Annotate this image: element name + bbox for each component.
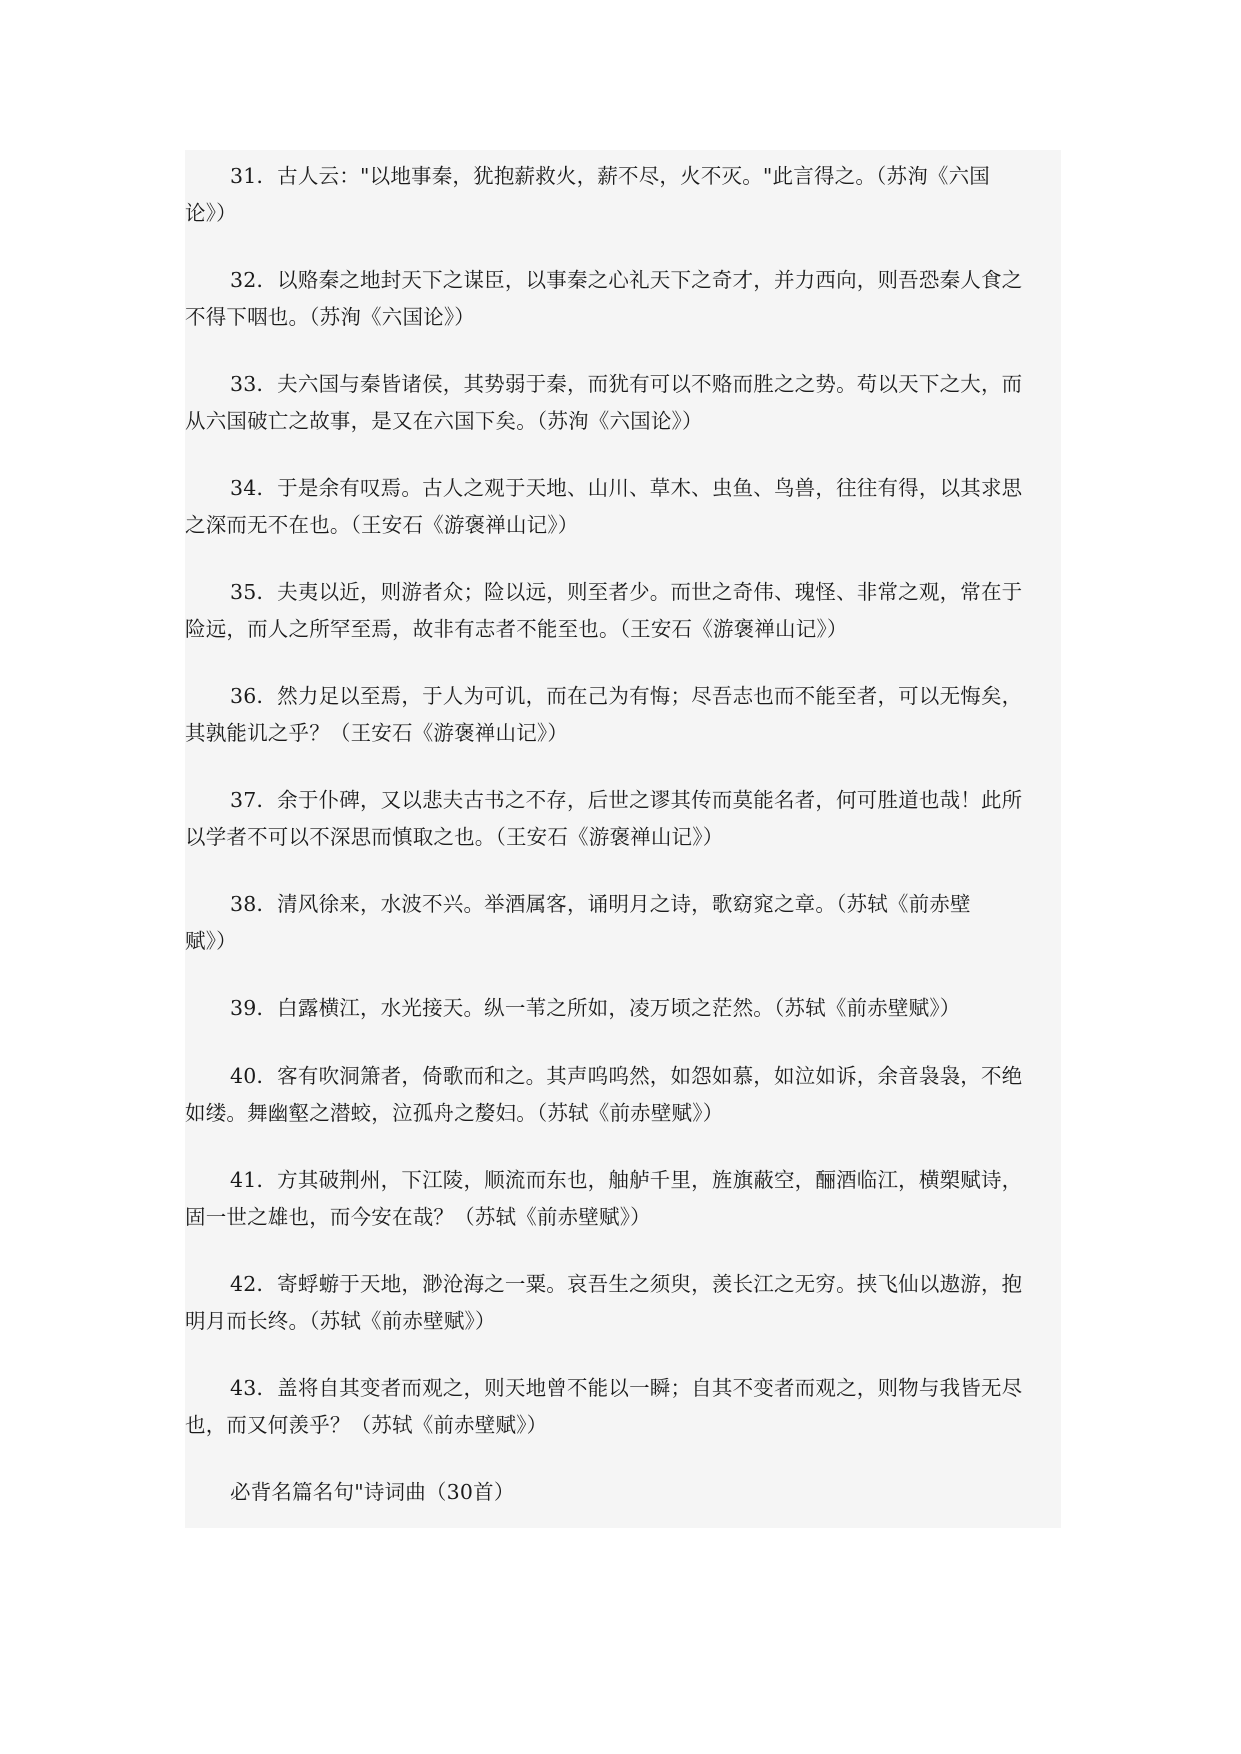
quote-line: 论》） [185, 201, 237, 225]
quote-line: 32．以赂秦之地封天下之谋臣，以事秦之心礼天下之奇才，并力西向，则吾恐秦人食之 [230, 268, 1023, 292]
quote-line: 明月而长终。（苏轼《前赤壁赋》） [185, 1309, 496, 1333]
quote-entry-41 [185, 1162, 1061, 1236]
quote-line: 39．白露横江，水光接天。纵一苇之所如，凌万顷之茫然。（苏轼《前赤壁赋》） [230, 996, 961, 1020]
quote-line: 40．客有吹洞箫者，倚歌而和之。其声呜呜然，如怨如慕，如泣如诉，余音袅袅，不绝 [230, 1064, 1023, 1088]
quote-line: 38．清风徐来，水波不兴。举酒属客，诵明月之诗，歌窈窕之章。（苏轼《前赤壁 [230, 892, 971, 916]
quote-line: 也，而又何羡乎？（苏轼《前赤壁赋》） [185, 1413, 548, 1437]
quote-line: 其孰能讥之乎？（王安石《游褒禅山记》） [185, 721, 569, 745]
quote-entry-32 [185, 262, 1061, 336]
quote-line: 险远，而人之所罕至焉，故非有志者不能至也。（王安石《游褒禅山记》） [185, 617, 848, 641]
quote-entry-40 [185, 1058, 1061, 1132]
quote-entry-38 [185, 886, 1061, 960]
quote-entry-37 [185, 782, 1061, 856]
document-content-block [185, 150, 1061, 1528]
quote-entry-39 [185, 990, 1061, 1027]
quote-line: 43．盖将自其变者而观之，则天地曾不能以一瞬；自其不变者而观之，则物与我皆无尽 [230, 1376, 1023, 1400]
quote-line: 之深而无不在也。（王安石《游褒禅山记》） [185, 513, 579, 537]
quote-line: 赋》） [185, 929, 237, 953]
quote-line: 从六国破亡之故事，是又在六国下矣。（苏洵《六国论》） [185, 409, 703, 433]
quote-entry-33 [185, 366, 1061, 440]
quote-line: 41．方其破荆州，下江陵，顺流而东也，舳舻千里，旌旗蔽空，酾酒临江，横槊赋诗， [230, 1168, 1023, 1192]
quote-entry-36 [185, 678, 1061, 752]
quote-line: 以学者不可以不深思而慎取之也。（王安石《游褒禅山记》） [185, 825, 724, 849]
quote-line: 固一世之雄也，而今安在哉？（苏轼《前赤壁赋》） [185, 1205, 651, 1229]
quote-line: 如缕。舞幽壑之潜蛟，泣孤舟之嫠妇。（苏轼《前赤壁赋》） [185, 1101, 724, 1125]
quote-line: 35．夫夷以近，则游者众；险以远，则至者少。而世之奇伟、瑰怪、非常之观，常在于 [230, 580, 1023, 604]
quote-line: 33．夫六国与秦皆诸侯，其势弱于秦，而犹有可以不赂而胜之之势。苟以天下之大，而 [230, 372, 1023, 396]
quote-entry-34 [185, 470, 1061, 544]
quote-line: 37．余于仆碑，又以悲夫古书之不存，后世之谬其传而莫能名者，何可胜道也哉！此所 [230, 788, 1023, 812]
quote-entry-31 [185, 158, 1061, 232]
quote-line: 31．古人云："以地事秦，犹抱薪救火，薪不尽，火不灭。"此言得之。（苏洵《六国 [230, 164, 990, 188]
quote-line: 34．于是余有叹焉。古人之观于天地、山川、草木、虫鱼、鸟兽，往往有得，以其求思 [230, 476, 1023, 500]
quote-entry-42 [185, 1266, 1061, 1340]
quote-entry-35 [185, 574, 1061, 648]
quote-line: 不得下咽也。（苏洵《六国论》） [185, 305, 475, 329]
quote-entry-43 [185, 1370, 1061, 1444]
quote-line: 42．寄蜉蝣于天地，渺沧海之一粟。哀吾生之须臾，羡长江之无穷。挟飞仙以遨游，抱 [230, 1272, 1023, 1296]
quote-line: 36．然力足以至焉，于人为可讥，而在己为有悔；尽吾志也而不能至者，可以无悔矣， [230, 684, 1023, 708]
section-title: 必背名篇名句"诗词曲（30首） [230, 1480, 515, 1504]
